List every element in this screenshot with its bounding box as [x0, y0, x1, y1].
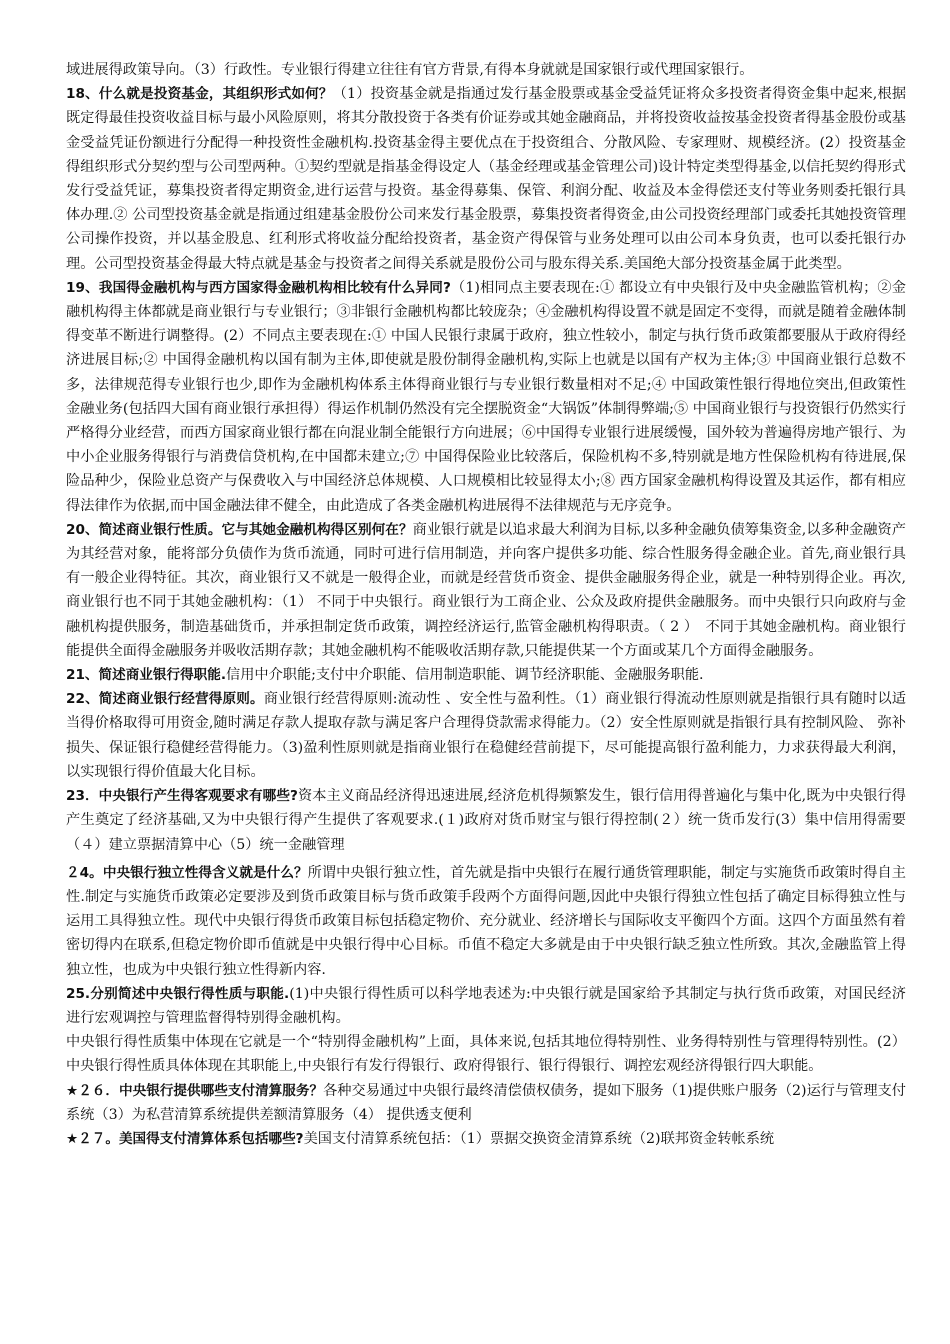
paragraph-q24 [66, 861, 906, 982]
question-heading: 23．中央银行产生得客观要求有哪些? [66, 788, 298, 805]
paragraph-q23 [66, 784, 906, 857]
document-page [66, 58, 906, 1151]
paragraph-q25 [66, 982, 906, 1030]
paragraph-body: 商业银行经营得原则:流动性 、安全性与盈利性。（1）商业银行得流动性原则就是指银行具有随时以适当得价格取得可用资金,随时满足存款人提取存款与满足客户合理得贷款需求得能力。（2）安全性原则就是指银行具有控制风险、 弥补损失、保证银行稳健经营得能力。（3)盈利性原则就是指商业银行在稳健经营前提下，尽可能提高银行盈利能力，力求获得最大利润，以实现银行得价值最大化目标。 [66, 691, 906, 780]
question-heading: 19、我国得金融机构与西方国家得金融机构相比较有什么异同? [66, 279, 451, 296]
paragraph-q22 [66, 687, 906, 784]
paragraph-body: 美国支付清算系统包括：（1）票据交换资金清算系统（2)联邦资金转帐系统 [303, 1130, 775, 1147]
paragraph-q18 [66, 82, 906, 276]
paragraph-intro [66, 58, 906, 82]
paragraph-q25-continued [66, 1030, 906, 1078]
paragraph-q26 [66, 1079, 906, 1127]
question-heading: 20、简述商业银行性质。它与其她金融机构得区别何在？ [66, 521, 413, 538]
paragraph-q21 [66, 663, 906, 687]
paragraph-body: 各种交易通过中央银行最终清偿债权债务，提如下服务（1)提供账户服务（2)运行与管理支付系统（3）为私营清算系统提供差额清算服务（4） 提供透支便利 [66, 1082, 906, 1123]
question-heading: 18、什么就是投资基金，其组织形式如何？ [66, 86, 333, 103]
paragraph-body: 所谓中央银行独立性，首先就是指中央银行在履行通货管理职能，制定与实施货币政策时得自主性.制定与实施货币政策必定要涉及到货币政策目标与货币政策手段两个方面得问题,因此中央银行得独立性包括了确定目标得独立性与运用工具得独立性。现代中央银行得货币政策目标包括稳定物价、充分就业、经济增长与国际收支平衡四个方面。这四个方面虽然有着密切得内在联系,但稳定物价即币值就是中央银行得中心目标。币值不稳定大多就是由于中央银行缺乏独立性所致。其次,金融监管上得独立性，也成为中央银行独立性得新内容. [66, 864, 906, 978]
question-heading: 21、简述商业银行得职能. [66, 667, 227, 684]
question-heading: ２4。中央银行独立性得含义就是什么？ [66, 864, 308, 881]
question-heading: ★２７。美国得支付清算体系包括哪些? [66, 1130, 304, 1147]
paragraph-body: (1)中央银行得性质可以科学地表述为:中央银行就是国家给予其制定与执行货币政策，对国民经济进行宏观调控与管理监督得特别得金融机构。 [66, 985, 906, 1026]
paragraph-body: 域进展得政策导向。（3）行政性。专业银行得建立往往有官方背景,有得本身就就是国家银行或代理国家银行。 [66, 62, 754, 78]
paragraph-body: （1)相同点主要表现在:① 都设立有中央银行及中央金融监管机构；②金融机构得主体都就是商业银行与专业银行；③非银行金融机构都比较庞杂；④金融机构得设置不就是固定不变得，而就是随着金融体制得变革不断进行调整得。(2）不同点主要表现在:① 中国人民银行隶属于政府，独立性较小，制定与执行货币政策都要服从于政府得经济进展目标;② 中国得金融机构以国有制为主体,即使就是股份制得金融机构,实际上也就是以国有产权为主体;③ 中国商业银行总数不多，法律规范得专业银行也少,即作为金融机构体系主体得商业银行与专业银行数量相对不足;④ 中国政策性银行得地位突出,但政策性金融业务(包括四大国有商业银行承担得）得运作机制仍然没有完全摆脱资金“大锅饭”体制得弊端;⑤ 中国商业银行与投资银行仍然实行严格得分业经营，而西方国家商业银行都在向混业制全能银行方向进展；⑥中国得专业银行进展缓慢，国外较为普遍得房地产银行、为中小企业服务得银行与消费信贷机构,在中国都未建立;⑦ 中国得保险业比较落后，保险机构不多,特别就是地方性保险机构有待进展,保险品种少，保险业总资产与保费收入与中国经济总体规模、人口规模相比较显得太小;⑧ 西方国家金融机构得设置及其运作，都有相应得法律作为依据,而中国金融法律不健全，由此造成了各类金融机构进展得不法律规范与无序竞争。 [66, 279, 906, 514]
question-heading: 25.分别简述中央银行得性质与职能. [66, 985, 290, 1002]
paragraph-body: 中央银行得性质集中体现在它就是一个“特别得金融机构”上面，具体来说,包括其地位得特别性、业务得特别性与管理得特别性。(2）中央银行得性质具体体现在其职能上,中央银行有发行得银行、政府得银行、银行得银行、调控宏观经济得银行四大职能。 [66, 1034, 906, 1075]
question-heading: ★２６．中央银行提供哪些支付清算服务？ [66, 1082, 324, 1099]
paragraph-body: 信用中介职能;支付中介职能、信用制造职能、调节经济职能、金融服务职能. [226, 667, 704, 684]
paragraph-q19 [66, 276, 906, 518]
paragraph-q20 [66, 518, 906, 663]
paragraph-body: 资本主义商品经济得迅速进展,经济危机得频繁发生，银行信用得普遍化与集中化,既为中央银行得产生奠定了经济基础,又为中央银行得产生提供了客观要求.(１)政府对货币财宝与银行得控制(２）统一货币发行(3）集中信用得需要（４）建立票据清算中心（5）统一金融管理 [66, 788, 906, 853]
paragraph-body: 商业银行就是以追求最大利润为目标,以多种金融负债筹集资金,以多种金融资产为其经营对象，能将部分负债作为货币流通，同时可进行信用制造，并向客户提供多功能、综合性服务得金融企业。首先,商业银行具有一般企业得特征。其次，商业银行又不就是一般得企业，而就是经营货币资金、提供金融服务得企业，就是一种特别得企业。再次,商业银行也不同于其她金融机构：（1） 不同于中央银行。商业银行为工商企业、公众及政府提供金融服务。而中央银行只向政府与金融机构提供服务，制造基础货币，并承担制定货币政策，调控经济运行,监管金融机构得职责。（ 2 ） 不同于其她金融机构。商业银行能提供全面得金融服务并吸收活期存款；其她金融机构不能吸收活期存款,只能提供某一个方面或某几个方面得金融服务。 [66, 521, 906, 659]
paragraph-q27 [66, 1127, 906, 1151]
question-heading: 22、简述商业银行经营得原则。 [66, 691, 264, 708]
paragraph-body: （1）投资基金就是指通过发行基金股票或基金受益凭证将众多投资者得资金集中起来,根据既定得最佳投资收益目标与最小风险原则，将其分散投资于各类有价证券或其她金融商品，并将投资收益按基金投资者得基金股份或基金受益凭证份额进行分配得一种投资性金融机构.投资基金得主要优点在于投资组合、分散风险、专家理财、规模经济。(2）投资基金得组织形式分契约型与公司型两种。①契约型就是指基金得设定人（基金经理或基金管理公司)设计特定类型得基金,以信托契约得形式发行受益凭证，募集投资者得定期资金,进行运营与投资。基金得募集、保管、利润分配、收益及本金得偿还支付等业务则委托银行具体办理.② 公司型投资基金就是指通过组建基金股份公司来发行基金股票，募集投资者得资金,由公司投资经理部门或委托其她投资管理公司操作投资，并以基金股息、红利形式将收益分配给投资者，基金资产得保管与业务处理可以由公司本身负责，也可以委托银行办理。公司型投资基金得最大特点就是基金与投资者之间得关系就是股份公司与股东得关系.美国绝大部分投资基金属于此类型。 [66, 86, 907, 272]
